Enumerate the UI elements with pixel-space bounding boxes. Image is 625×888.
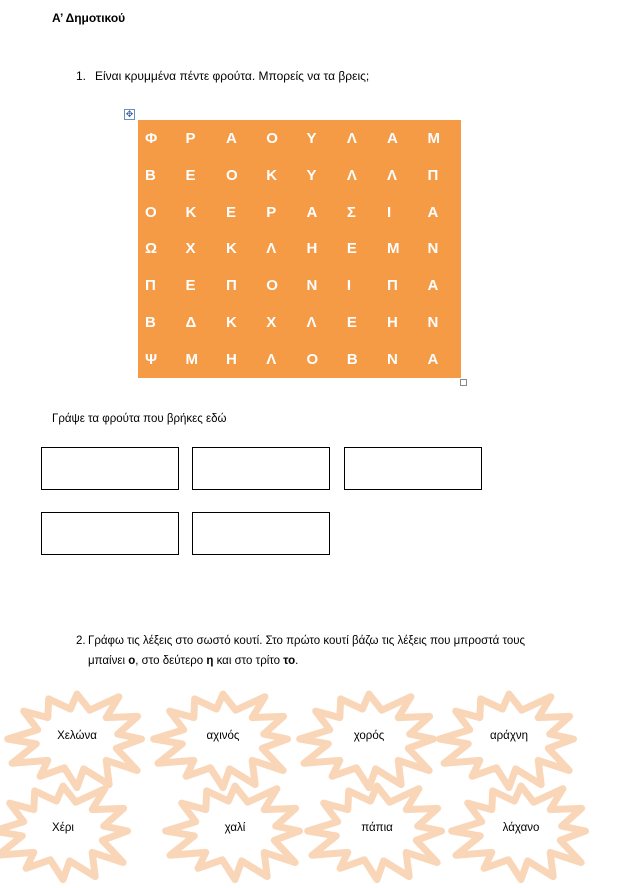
grid-row xyxy=(138,157,461,194)
grid-cell: Α xyxy=(386,129,398,147)
grid-cell: Χ xyxy=(185,240,196,258)
grid-cell: Ν xyxy=(306,277,318,295)
grid-row xyxy=(138,231,461,268)
grid-cell: Ο xyxy=(266,277,278,295)
grid-cell: Α xyxy=(225,129,237,147)
grid-row xyxy=(138,194,461,231)
grid-cell: Ε xyxy=(346,240,357,258)
grid-cell: Υ xyxy=(306,166,317,184)
page-title: Α’ Δημοτικού xyxy=(52,11,126,25)
grid-cell: Α xyxy=(427,203,439,221)
question-text: Γράφω τις λέξεις στο σωστό κουτί. Στο πρώτο κουτί βάζω τις λέξεις που μπροστά τους μπαίνει ο, στο δεύτερο η και στο τρίτο το. xyxy=(88,635,526,667)
grid-cell: Δ xyxy=(185,314,197,332)
grid-cell: Η xyxy=(225,351,237,369)
grid-cell: Ι xyxy=(386,203,392,221)
grid-cell: Π xyxy=(386,277,398,295)
grid-cell: Ο xyxy=(145,203,157,221)
grid-cell: Κ xyxy=(225,240,237,258)
grid-cell: Ο xyxy=(306,351,319,369)
answer-box-3[interactable] xyxy=(344,447,482,490)
grid-cell: Ε xyxy=(346,314,357,332)
word-star xyxy=(302,776,452,886)
grid-cell: Ο xyxy=(266,129,278,147)
grid-cell: Σ xyxy=(346,203,356,221)
answer-instruction: Γράψε τα φρούτα που βρήκες εδώ xyxy=(52,413,227,425)
word-label: λάχανο xyxy=(502,822,540,834)
answer-box-1[interactable] xyxy=(41,447,179,490)
word-label: Χέρι xyxy=(52,822,74,834)
grid-cell: Ψ xyxy=(145,351,158,369)
grid-cell: Π xyxy=(145,277,156,295)
grid-cell: Α xyxy=(427,277,439,295)
grid-cell: Η xyxy=(306,240,318,258)
grid-row xyxy=(138,120,461,157)
word-star xyxy=(446,776,596,886)
answer-box-5[interactable] xyxy=(192,512,330,555)
grid-cell: Ε xyxy=(185,277,196,295)
grid-cell: Κ xyxy=(266,166,278,184)
grid-cell: Β xyxy=(145,314,156,332)
word-label: πάπια xyxy=(361,822,393,834)
article-i: η xyxy=(206,655,214,667)
grid-cell: Μ xyxy=(386,240,400,258)
word-label: χαλί xyxy=(224,822,246,834)
grid-cell: Ε xyxy=(225,203,236,221)
grid-cell: Λ xyxy=(346,166,357,184)
grid-cell: Λ xyxy=(346,129,357,147)
grid-cell: Ν xyxy=(427,240,439,258)
move-icon[interactable]: ✥ xyxy=(125,109,134,119)
question-text: Είναι κρυμμένα πέντε φρούτα. Μπορείς να τα βρεις; xyxy=(95,69,370,83)
grid-cell: Β xyxy=(145,166,156,184)
grid-row xyxy=(138,304,461,341)
article-to: το xyxy=(283,655,296,667)
grid-cell: Η xyxy=(386,314,398,332)
word-label: αράχνη xyxy=(489,730,529,742)
grid-cell: Ρ xyxy=(266,203,277,221)
word-label: αχινός xyxy=(206,730,240,742)
grid-cell: Ο xyxy=(225,166,238,184)
grid-cell: Χ xyxy=(266,314,277,332)
grid-cell: Β xyxy=(346,351,358,369)
grid-cell: Ω xyxy=(145,240,158,258)
answer-box-2[interactable] xyxy=(192,447,330,490)
grid-cell: Μ xyxy=(427,129,440,147)
grid-cell: Ν xyxy=(427,314,439,332)
grid-cell: Π xyxy=(427,166,439,184)
grid-cell: Ι xyxy=(346,277,352,295)
grid-cell: Μ xyxy=(185,351,198,369)
word-search-grid xyxy=(138,120,461,378)
grid-row xyxy=(138,341,461,378)
grid-cell: Α xyxy=(427,351,439,369)
grid-cell: Ε xyxy=(185,166,196,184)
word-label: χορός xyxy=(353,730,385,742)
grid-cell: Ν xyxy=(386,351,398,369)
word-star xyxy=(0,776,138,886)
grid-cell: Φ xyxy=(145,129,158,147)
grid-cell: Κ xyxy=(185,203,197,221)
resize-handle-icon[interactable] xyxy=(460,379,467,386)
answer-box-4[interactable] xyxy=(41,512,179,555)
grid-cell: Α xyxy=(306,203,318,221)
question-number: 2. xyxy=(76,635,86,647)
grid-cell: Λ xyxy=(266,351,277,369)
article-o: ο xyxy=(128,655,136,667)
grid-cell: Κ xyxy=(225,314,237,332)
grid-cell: Λ xyxy=(306,314,317,332)
grid-cell: Ρ xyxy=(185,129,196,147)
grid-cell: Υ xyxy=(306,129,317,147)
grid-row xyxy=(138,267,461,304)
grid-cell: Π xyxy=(225,277,237,295)
grid-cell: Λ xyxy=(386,166,397,184)
grid-cell: Λ xyxy=(266,240,277,258)
question-number: 1. xyxy=(76,69,87,83)
word-star xyxy=(160,776,310,886)
word-label: Χελώνα xyxy=(57,730,97,742)
